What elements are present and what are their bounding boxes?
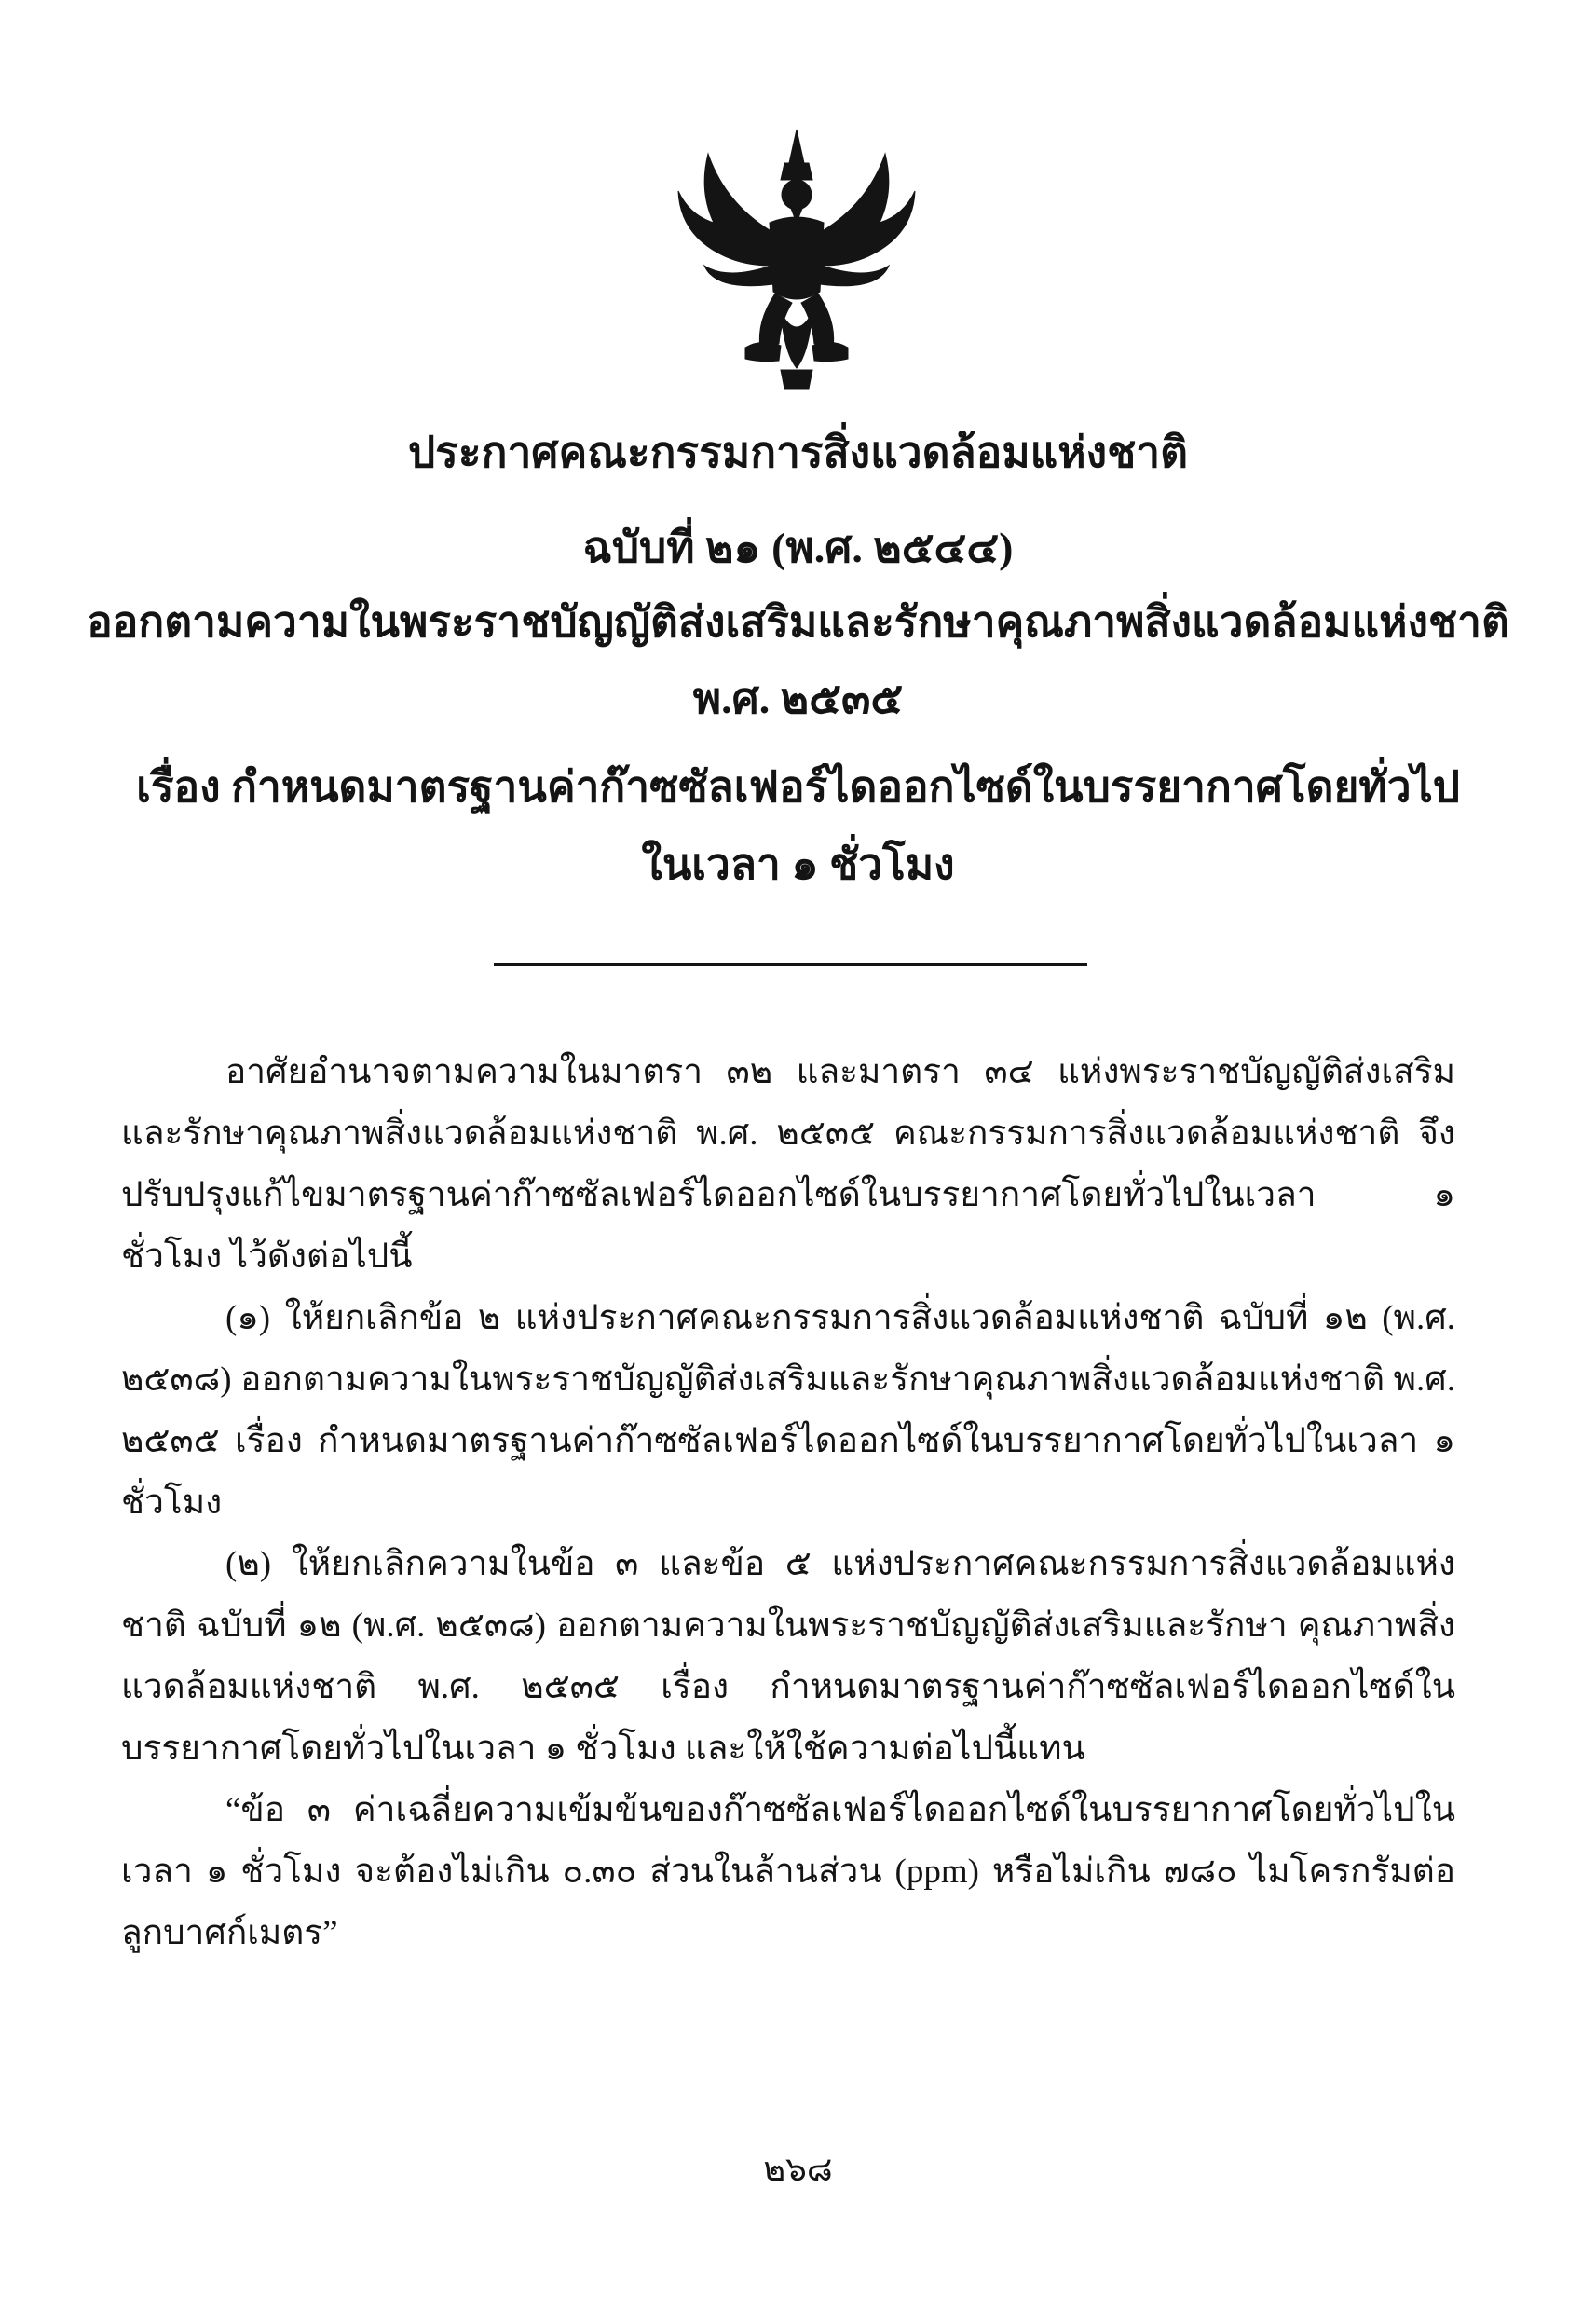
subject-line-1: เรื่อง กำหนดมาตรฐานค่าก๊าซซัลเฟอร์ไดออกไซด์ในบรรยากาศโดยทั่วไป xyxy=(136,763,1460,811)
act-reference: ออกตามความในพระราชบัญญัติส่งเสริมและรักษาคุณภาพสิ่งแวดล้อมแห่งชาติ xyxy=(87,598,1509,646)
subject-line-2: ในเวลา ๑ ชั่วโมง xyxy=(641,841,955,888)
document-body xyxy=(121,1042,1455,1964)
page-number: ๒๖๘ xyxy=(763,2151,833,2188)
issue-number: ฉบับที่ ๒๑ (พ.ศ. ๒๕๔๔) xyxy=(582,524,1014,571)
announcement-title: ประกาศคณะกรรมการสิ่งแวดล้อมแห่งชาติ xyxy=(407,429,1188,476)
preamble-paragraph: อาศัยอำนาจตามความในมาตรา ๓๒ และมาตรา ๓๔ แห่งพระราชบัญญัติส่งเสริมและรักษาคุณภาพสิ่งแวดล้อมแห่งชาติ พ.ศ. ๒๕๓๕ คณะกรรมการสิ่งแวดล้อมแห่งชาติ จึงปรับปรุงแก้ไขมาตรฐานค่าก๊าซซัลเฟอร์ไดออกไซด์ในบรรยากาศโดยทั่วไปในเวลา ๑ ชั่วโมง ไว้ดังต่อไปนี้ xyxy=(121,1053,1455,1276)
garuda-emblem-icon xyxy=(671,126,922,391)
new-article-3-paragraph: “ข้อ ๓ ค่าเฉลี่ยความเข้มข้นของก๊าซซัลเฟอร์ไดออกไซด์ในบรรยากาศโดยทั่วไปในเวลา ๑ ชั่วโมง จะต้องไม่เกิน ๐.๓๐ ส่วนในล้านส่วน (ppm) หรือไม่เกิน ๗๘๐ ไมโครกรัมต่อลูกบาศก์เมตร” xyxy=(121,1791,1455,1952)
title-divider xyxy=(494,963,1087,966)
act-year: พ.ศ. ๒๕๓๕ xyxy=(692,675,904,722)
clause-2-paragraph: (๒) ให้ยกเลิกความในข้อ ๓ และข้อ ๕ แห่งประกาศคณะกรรมการสิ่งแวดล้อมแห่งชาติ ฉบับที่ ๑๒ (พ.ศ. ๒๕๓๘) ออกตามความในพระราชบัญญัติส่งเสริมและรักษา คุณภาพสิ่งแวดล้อมแห่งชาติ พ.ศ. ๒๕๓๕ เรื่อง กำหนดมาตรฐานค่าก๊าซซัลเฟอร์ไดออกไซด์ในบรรยากาศโดยทั่วไปในเวลา ๑ ชั่วโมง และให้ใช้ความต่อไปนี้แทน xyxy=(121,1545,1455,1768)
clause-1-paragraph: (๑) ให้ยกเลิกข้อ ๒ แห่งประกาศคณะกรรมการสิ่งแวดล้อมแห่งชาติ ฉบับที่ ๑๒ (พ.ศ. ๒๕๓๘) ออกตามความในพระราชบัญญัติส่งเสริมและรักษาคุณภาพสิ่งแวดล้อมแห่งชาติ พ.ศ. ๒๕๓๕ เรื่อง กำหนดมาตรฐานค่าก๊าซซัลเฟอร์ไดออกไซด์ในบรรยากาศโดยทั่วไปในเวลา ๑ ชั่วโมง xyxy=(121,1299,1455,1522)
